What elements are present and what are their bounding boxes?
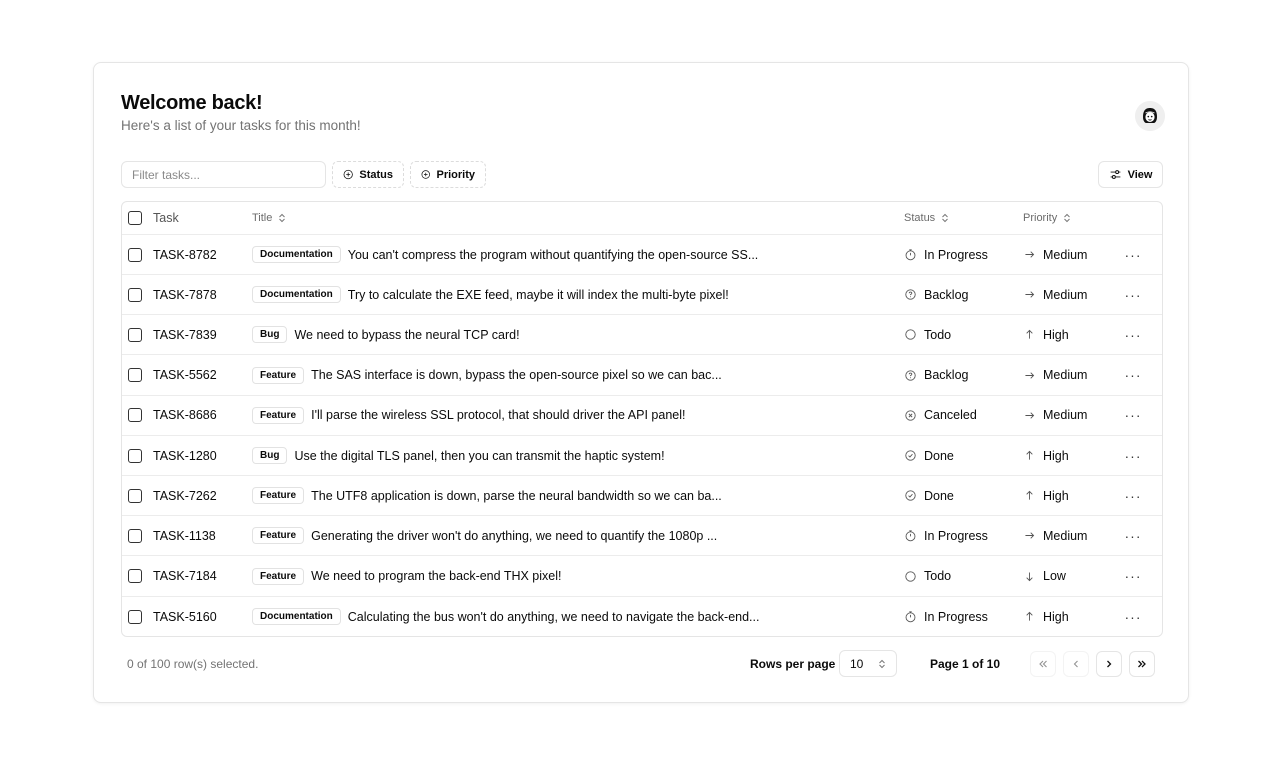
task-priority: High	[1043, 448, 1069, 463]
last-page-button[interactable]	[1129, 651, 1155, 677]
task-label-badge: Feature	[252, 407, 304, 424]
tasks-card	[93, 62, 1189, 703]
table-row[interactable]	[122, 396, 1162, 436]
task-id: TASK-5562	[153, 368, 217, 383]
table-row[interactable]	[122, 436, 1162, 476]
column-header-priority-label: Priority	[1023, 212, 1058, 224]
task-priority: High	[1043, 488, 1069, 503]
task-priority: Medium	[1043, 528, 1088, 543]
next-page-button[interactable]	[1096, 651, 1122, 677]
task-title: Calculating the bus won't do anything, we need to navigate the back-end...	[347, 609, 760, 624]
chevron-left-icon	[1070, 658, 1082, 670]
task-status: Done	[924, 488, 954, 503]
circle-icon	[904, 328, 917, 341]
task-id: TASK-1280	[153, 448, 217, 463]
row-actions-icon[interactable]: ···	[1124, 608, 1142, 625]
task-label-badge: Feature	[252, 487, 304, 504]
task-status: Canceled	[924, 408, 977, 423]
column-header-priority[interactable]	[1023, 212, 1071, 224]
task-label-badge: Feature	[252, 367, 304, 384]
task-label-badge: Documentation	[252, 608, 341, 625]
task-priority: Medium	[1043, 247, 1088, 262]
status-filter-label: Status	[359, 168, 393, 181]
view-label: View	[1127, 168, 1153, 181]
task-status: In Progress	[924, 528, 988, 543]
timer-icon	[904, 610, 917, 623]
task-id: TASK-8782	[153, 247, 217, 262]
column-header-title-label: Title	[252, 212, 273, 224]
task-priority: Medium	[1043, 287, 1088, 302]
row-actions-icon[interactable]: ···	[1124, 527, 1142, 544]
selection-count: 0 of 100 row(s) selected.	[127, 657, 259, 671]
row-actions-icon[interactable]: ···	[1124, 367, 1142, 384]
table-header-row	[122, 202, 1162, 235]
table-row[interactable]	[122, 356, 1162, 396]
task-title: We need to program the back-end THX pixel!	[311, 569, 562, 584]
chevrons-left-icon	[1037, 658, 1049, 670]
help-circle-icon	[904, 288, 917, 301]
task-priority: High	[1043, 327, 1069, 342]
row-checkbox[interactable]	[128, 569, 142, 583]
row-checkbox[interactable]	[128, 489, 142, 503]
task-id: TASK-7262	[153, 488, 217, 503]
task-priority: Low	[1043, 569, 1066, 584]
task-id: TASK-7878	[153, 287, 217, 302]
help-circle-icon	[904, 369, 917, 382]
column-header-status-label: Status	[904, 212, 936, 224]
row-checkbox[interactable]	[128, 368, 142, 382]
arrow-down-icon	[1023, 570, 1036, 583]
table-row[interactable]	[122, 476, 1162, 516]
rows-per-page-value: 10	[850, 656, 864, 671]
task-status: Done	[924, 448, 954, 463]
task-priority: High	[1043, 609, 1069, 624]
status-filter-button[interactable]	[332, 161, 404, 188]
task-label-badge: Bug	[252, 447, 287, 464]
task-title: The SAS interface is down, bypass the open-source pixel so we can bac...	[311, 368, 722, 383]
table-row[interactable]	[122, 597, 1162, 637]
arrow-up-icon	[1023, 610, 1036, 623]
row-actions-icon[interactable]: ···	[1124, 326, 1142, 343]
row-checkbox[interactable]	[128, 408, 142, 422]
row-actions-icon[interactable]: ···	[1124, 568, 1142, 585]
tasks-table	[121, 201, 1163, 637]
arrow-up-icon	[1023, 449, 1036, 462]
chevron-right-icon	[1103, 658, 1115, 670]
filter-tasks-input[interactable]	[121, 161, 326, 188]
table-row[interactable]	[122, 557, 1162, 597]
chevrons-right-icon	[1136, 658, 1148, 670]
task-label-badge: Feature	[252, 568, 304, 585]
task-status: Todo	[924, 327, 952, 342]
task-label-badge: Documentation	[252, 286, 341, 303]
task-label-badge: Bug	[252, 326, 287, 343]
task-status: Backlog	[924, 368, 969, 383]
table-row[interactable]	[122, 516, 1162, 556]
sort-icon	[1063, 213, 1071, 223]
row-actions-icon[interactable]: ···	[1124, 407, 1142, 424]
row-checkbox[interactable]	[128, 248, 142, 262]
task-status: Todo	[924, 569, 952, 584]
check-circle-icon	[904, 489, 917, 502]
table-row[interactable]	[122, 275, 1162, 315]
arrow-right-icon	[1023, 369, 1036, 382]
check-circle-icon	[904, 449, 917, 462]
task-title: You can't compress the program without quantifying the open-source SS...	[347, 247, 759, 262]
x-circle-icon	[904, 409, 917, 422]
task-priority: Medium	[1043, 368, 1088, 383]
task-title: I'll parse the wireless SSL protocol, that should driver the API panel!	[311, 408, 686, 423]
user-avatar-icon[interactable]	[1135, 101, 1165, 131]
task-label-badge: Documentation	[252, 246, 341, 263]
task-status: In Progress	[924, 247, 988, 262]
row-checkbox[interactable]	[128, 529, 142, 543]
plus-circle-icon	[421, 168, 430, 181]
column-header-title[interactable]	[252, 212, 286, 224]
rows-per-page-label: Rows per page	[750, 657, 836, 671]
row-actions-icon[interactable]: ···	[1124, 487, 1142, 504]
task-title: Generating the driver won't do anything, we need to quantify the 1080p ...	[311, 528, 718, 543]
priority-filter-button[interactable]	[410, 161, 486, 188]
task-id: TASK-8686	[153, 408, 217, 423]
arrow-right-icon	[1023, 288, 1036, 301]
arrow-right-icon	[1023, 248, 1036, 261]
row-actions-icon[interactable]: ···	[1124, 447, 1142, 464]
page-subtitle: Here's a list of your tasks for this month!	[121, 118, 361, 133]
task-id: TASK-7839	[153, 327, 217, 342]
timer-icon	[904, 529, 917, 542]
sort-icon	[941, 213, 949, 223]
task-label-badge: Feature	[252, 527, 304, 544]
previous-page-button[interactable]	[1063, 651, 1089, 677]
arrow-up-icon	[1023, 328, 1036, 341]
chevron-up-down-icon	[878, 659, 886, 669]
task-title: The UTF8 application is down, parse the neural bandwidth so we can ba...	[311, 488, 722, 503]
arrow-right-icon	[1023, 529, 1036, 542]
view-options-button[interactable]	[1098, 161, 1163, 188]
priority-filter-label: Priority	[436, 168, 475, 181]
select-all-checkbox[interactable]	[128, 211, 142, 225]
arrow-right-icon	[1023, 409, 1036, 422]
task-title: We need to bypass the neural TCP card!	[294, 327, 520, 342]
row-checkbox[interactable]	[128, 449, 142, 463]
table-row[interactable]	[122, 315, 1162, 355]
sort-icon	[278, 213, 286, 223]
column-header-status[interactable]	[904, 212, 949, 224]
circle-icon	[904, 570, 917, 583]
column-header-task: Task	[153, 211, 179, 225]
task-id: TASK-5160	[153, 609, 217, 624]
page-title: Welcome back!	[121, 92, 263, 114]
task-id: TASK-7184	[153, 569, 217, 584]
page-indicator: Page 1 of 10	[930, 657, 1001, 671]
task-title: Try to calculate the EXE feed, maybe it will index the multi-byte pixel!	[347, 287, 729, 302]
rows-per-page-select[interactable]	[839, 650, 897, 677]
table-row[interactable]	[122, 235, 1162, 275]
task-status: In Progress	[924, 609, 988, 624]
sliders-icon	[1109, 168, 1122, 181]
timer-icon	[904, 248, 917, 261]
arrow-up-icon	[1023, 489, 1036, 502]
row-checkbox[interactable]	[128, 610, 142, 624]
row-actions-icon[interactable]: ···	[1124, 286, 1142, 303]
row-checkbox[interactable]	[128, 288, 142, 302]
row-checkbox[interactable]	[128, 328, 142, 342]
task-id: TASK-1138	[153, 528, 216, 543]
task-title: Use the digital TLS panel, then you can transmit the haptic system!	[294, 448, 665, 463]
row-actions-icon[interactable]: ···	[1124, 246, 1142, 263]
task-status: Backlog	[924, 287, 969, 302]
plus-circle-icon	[343, 168, 353, 181]
task-priority: Medium	[1043, 408, 1088, 423]
first-page-button[interactable]	[1030, 651, 1056, 677]
